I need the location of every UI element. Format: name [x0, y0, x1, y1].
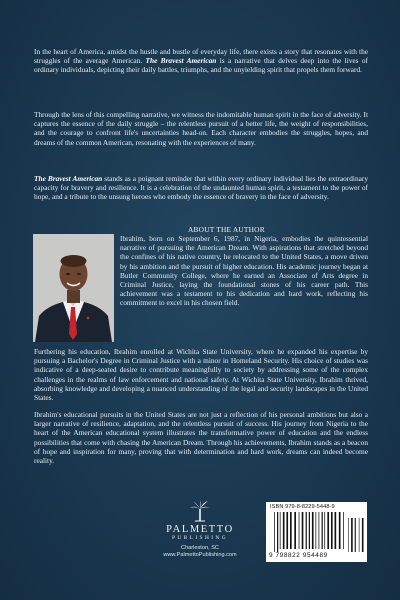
price-barcode-bar [351, 518, 353, 552]
publisher-url: www.PalmettoPublishing.com [163, 552, 237, 558]
barcode-bar [324, 512, 325, 549]
barcode-bar [280, 512, 281, 549]
barcode-bar [294, 512, 296, 549]
price-barcode-bar [362, 518, 364, 552]
barcode-bar [286, 512, 288, 549]
publisher-subtitle: PUBLISHING [171, 535, 229, 541]
barcode-bar [343, 512, 344, 549]
book-title-inline: The Bravest American [145, 56, 217, 66]
barcode-bar [312, 512, 314, 549]
barcode-bar [290, 512, 292, 549]
price-barcode-bar [348, 518, 349, 552]
barcode-bar [331, 512, 333, 549]
barcode-number: 9 798822 954489 [269, 552, 328, 559]
isbn-label: ISBN 979-8-8229-5448-9 [270, 504, 335, 510]
barcode-bar [339, 512, 341, 549]
barcode-bar [299, 512, 300, 549]
blurb-text: stands as a poignant reminder that within every ordinary individual lies the extraordinary capacity for bravery and resilience. It is a celebration of the undaunted human spirit, a testament to the power of hope, and a tribute to the unsung heroes who embody the essence of bravery in the face of adversity. [34, 174, 369, 202]
barcode-bar [302, 512, 304, 549]
price-barcode-icon [348, 514, 365, 552]
publisher-logo [140, 500, 260, 580]
barcode-bar [306, 512, 307, 549]
palmetto-tree-icon [189, 500, 211, 522]
barcode-bar [327, 512, 329, 549]
publisher-name: PALMETTO [166, 524, 234, 535]
author-bio-paragraph-2: Furthering his education, Ibrahim enrolled at Wichita State University, where he expanded his expertise by pursuing a Bachelor's Degree in Criminal Justice with a minor in Homeland Security. His choice of studies was indicative of a deep-seated desire to contribute meaningfully to society by addressing some of the complex challenges in the realms of law enforcement and national safety. At Wichita State University, Ibrahim thrived, absorbing knowledge and developing a nuanced understanding of the legal and security landscapes in the United States. [34, 347, 368, 403]
blurb-paragraph-1 [34, 47, 368, 75]
author-portrait-image [33, 234, 114, 342]
about-the-author-heading: ABOUT THE AUTHOR [188, 225, 265, 234]
barcode-bar [322, 512, 323, 549]
author-bio-paragraph-1: Ibrahim, born on September 6, 1987, in Nigeria, embodies the quintessential narrative of pursuing the American Dream. With aspirations that stretched beyond the confines of his native country, he relocated to the United States, a move driven by his ambition and the pursuit of higher education. His academic journey began at Butler Community College, where he earned an Associate of Arts degree in Criminal Justice, laying the foundational stones of his career path. This achievement was a testament to his dedication and hard work, reflecting his commitment to excel in his chosen field. [120, 234, 368, 308]
price-barcode-bar [355, 518, 356, 552]
isbn-barcode-box [266, 502, 367, 562]
price-barcode-bar [359, 518, 360, 552]
book-title-inline: The Bravest American [34, 174, 103, 183]
blurb-text: is a narrative that delves deep into the lives of ordinary individuals, depicting their daily battles, triumphs, and the unyielding spirit that propels them forward. [34, 56, 368, 75]
barcode-bar [277, 512, 278, 552]
author-bio-paragraph-3: Ibrahim's educational pursuits in the United States are not just a reflection of his personal ambitions but also a larger narrative of resilience, adaptation, and the relentless pursuit of success. His journey from Nigeria to the heart of the American educational system illustrates the transformative power of education and the endless possibilities that come with chasing the American Dream. Through his achievements, Ibrahim stands as a beacon of hope and inspiration for many, proving that with determination and hard work, dreams can indeed become reality. [34, 410, 368, 466]
barcode-bar [315, 512, 316, 549]
blurb-paragraph-3 [34, 174, 368, 202]
barcode-bar [274, 512, 275, 552]
barcode-bar [319, 512, 320, 549]
barcode-bar [309, 512, 310, 549]
author-photo [33, 234, 114, 342]
barcode-bar [283, 512, 285, 549]
publisher-city: Charleston, SC [181, 545, 219, 551]
barcode-bar [335, 512, 337, 549]
blurb-paragraph-2: Through the lens of this compelling narrative, we witness the indomitable human spirit in the face of adversity. It captures the essence of the daily struggle – the relentless pursuit of a better life, the weight of responsibilities, and the courage to confront life's uncertainties head-on. Each character embodies the struggles, hopes, and dreams of the common American, resonating with the experiences of many. [34, 110, 368, 147]
blurb-text: In the heart of America, amidst the hustle and bustle of everyday life, there exists a story that resonates with the struggles of the average American. [34, 47, 368, 66]
barcode-icon [274, 512, 346, 552]
